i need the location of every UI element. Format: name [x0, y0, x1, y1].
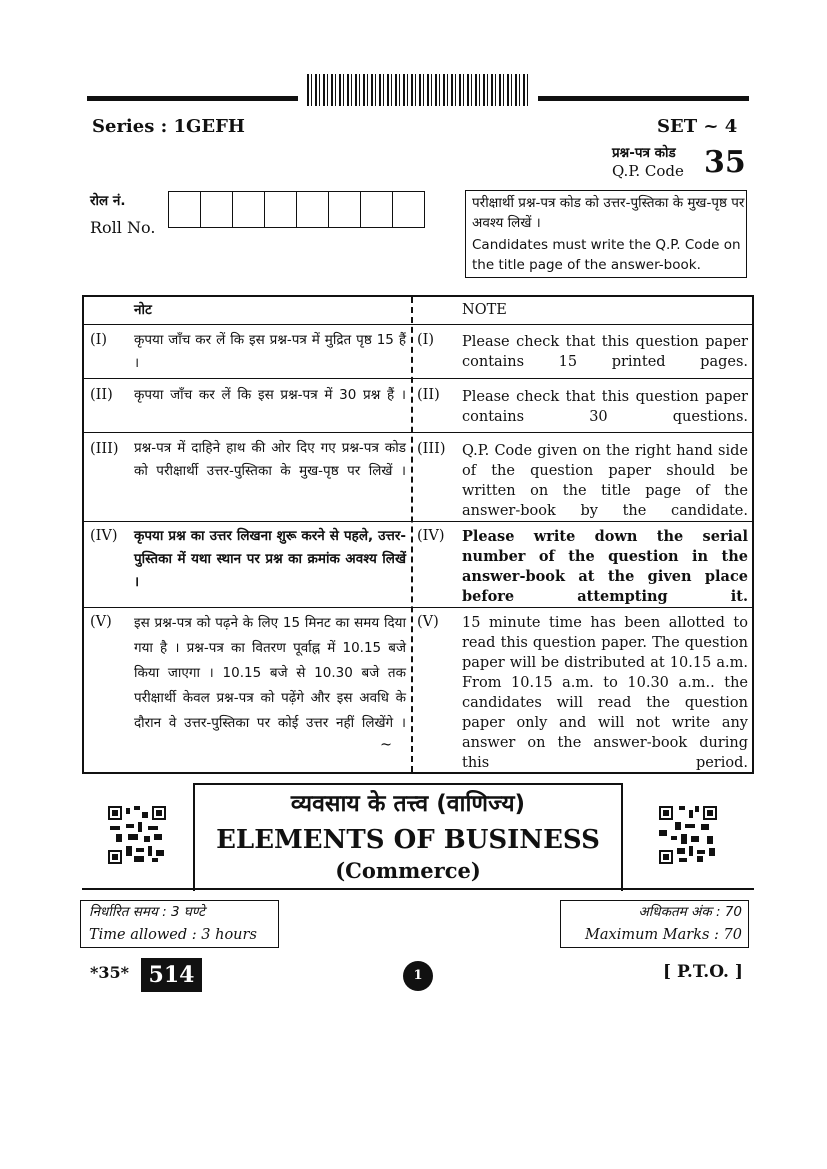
barcode	[307, 74, 531, 106]
roll-digit-box[interactable]	[232, 192, 264, 227]
title-rule	[82, 888, 754, 890]
notes-header-hindi: नोट	[134, 302, 152, 318]
header-rule-right	[538, 96, 749, 101]
row-number: (IV)	[417, 528, 445, 544]
roll-digit-box[interactable]	[296, 192, 328, 227]
qr-code-right	[659, 806, 717, 864]
series-label: Series : 1GEFH	[92, 116, 245, 137]
time-allowed: Time allowed : 3 hours	[89, 927, 257, 943]
note-english: Q.P. Code given on the right hand side of the question paper should be written on the title page of the answer-book by the candidate.	[462, 443, 748, 519]
row-number: (III)	[90, 441, 119, 457]
row-number: (II)	[90, 387, 113, 403]
row-number: (IV)	[90, 528, 118, 544]
roll-number-boxes[interactable]	[168, 191, 425, 228]
roll-label-hindi: रोल नं.	[90, 193, 126, 209]
candidate-note-box	[465, 190, 747, 278]
note-hindi: कृपया जाँच कर लें कि इस प्रश्न-पत्र में मुद्रित पृष्ठ 15 हैं ।	[134, 332, 406, 371]
qr-code-left	[108, 806, 166, 864]
time-box	[80, 900, 279, 948]
notes-table	[82, 295, 754, 774]
roll-label: Roll No.	[90, 218, 156, 237]
row-number: (V)	[417, 614, 439, 630]
maximum-marks: Maximum Marks : 70	[585, 927, 742, 943]
roll-digit-box[interactable]	[392, 192, 424, 227]
roll-digit-box[interactable]	[169, 192, 200, 227]
note-hindi: कृपया प्रश्न का उत्तर लिखना शुरू करने से पहले, उत्तर-पुस्तिका में यथा स्थान पर प्रश्न का क्रमांक अवश्य लिखें ।	[134, 528, 406, 590]
subject-title: ELEMENTS OF BUSINESS	[216, 825, 600, 855]
column-divider	[411, 297, 413, 772]
marks-box	[560, 900, 749, 948]
note-english: Please write down the serial number of the question in the answer-book at the given place before attempting it.	[462, 528, 748, 605]
marks-hindi: अधिकतम अंक : 70	[638, 904, 742, 920]
candidate-note-english: Candidates must write the Q.P. Code on the title page of the answer-book.	[472, 237, 741, 273]
row-number: (V)	[90, 614, 112, 630]
code-mark: *35*	[90, 963, 129, 982]
pto-label: [ P.T.O. ]	[663, 962, 743, 982]
time-hindi: निर्धारित समय : 3 घण्टे	[89, 904, 205, 920]
row-number: (III)	[417, 441, 446, 457]
roll-digit-box[interactable]	[328, 192, 360, 227]
note-english: 15 minute time has been allotted to read this question paper. The question paper will be distributed at 10.15 a.m. From 10.15 a.m. to 10.30 a.m.. the candidates will read the question paper only and will not write any answer on the answer-book during this period.	[462, 615, 748, 771]
note-hindi: कृपया जाँच कर लें कि इस प्रश्न-पत्र में 30 प्रश्न हैं ।	[134, 387, 406, 403]
header-rule-left	[87, 96, 298, 101]
qp-code-label: Q.P. Code	[612, 162, 684, 180]
qp-code-label-hindi: प्रश्न-पत्र कोड	[612, 145, 676, 161]
note-english: Please check that this question paper contains 30 questions.	[462, 389, 748, 425]
note-hindi: प्रश्न-पत्र में दाहिने हाथ की ओर दिए गए प्रश्न-पत्र कोड को परीक्षार्थी उत्तर-पुस्तिका के मुख-पृष्ठ पर लिखें ।	[134, 440, 406, 479]
set-label: SET ~ 4	[657, 116, 738, 137]
page-number: 1	[403, 961, 433, 991]
subject-title-hindi: व्यवसाय के तत्त्व (वाणिज्य)	[290, 791, 526, 817]
note-hindi: इस प्रश्न-पत्र को पढ़ने के लिए 15 मिनट का समय दिया गया है । प्रश्न-पत्र का वितरण पूर्वाह्न में 10.15 बजे किया जाएगा । 10.15 बजे से 10.30 बजे तक परीक्षार्थी केवल प्रश्न-पत्र को पढ़ेंगे और इस अवधि के दौरान वे उत्तर-पुस्तिका पर कोई उत्तर नहीं लिखेंगे ।	[134, 615, 406, 731]
roll-digit-box[interactable]	[200, 192, 232, 227]
subject-subtitle: (Commerce)	[335, 858, 481, 883]
qp-code-value: 35	[704, 145, 746, 180]
roll-digit-box[interactable]	[360, 192, 392, 227]
note-english: Please check that this question paper contains 15 printed pages.	[462, 334, 748, 370]
paper-code-badge: 514	[141, 958, 202, 992]
candidate-note-hindi: परीक्षार्थी प्रश्न-पत्र कोड को उत्तर-पुस्तिका के मुख-पृष्ठ पर अवश्य लिखें ।	[472, 195, 745, 231]
tilde-mark: ~	[380, 737, 393, 753]
row-number: (I)	[90, 332, 108, 348]
notes-header-english: NOTE	[462, 302, 507, 318]
row-number: (II)	[417, 387, 440, 403]
subject-title-box	[193, 783, 623, 891]
row-number: (I)	[417, 332, 435, 348]
roll-digit-box[interactable]	[264, 192, 296, 227]
